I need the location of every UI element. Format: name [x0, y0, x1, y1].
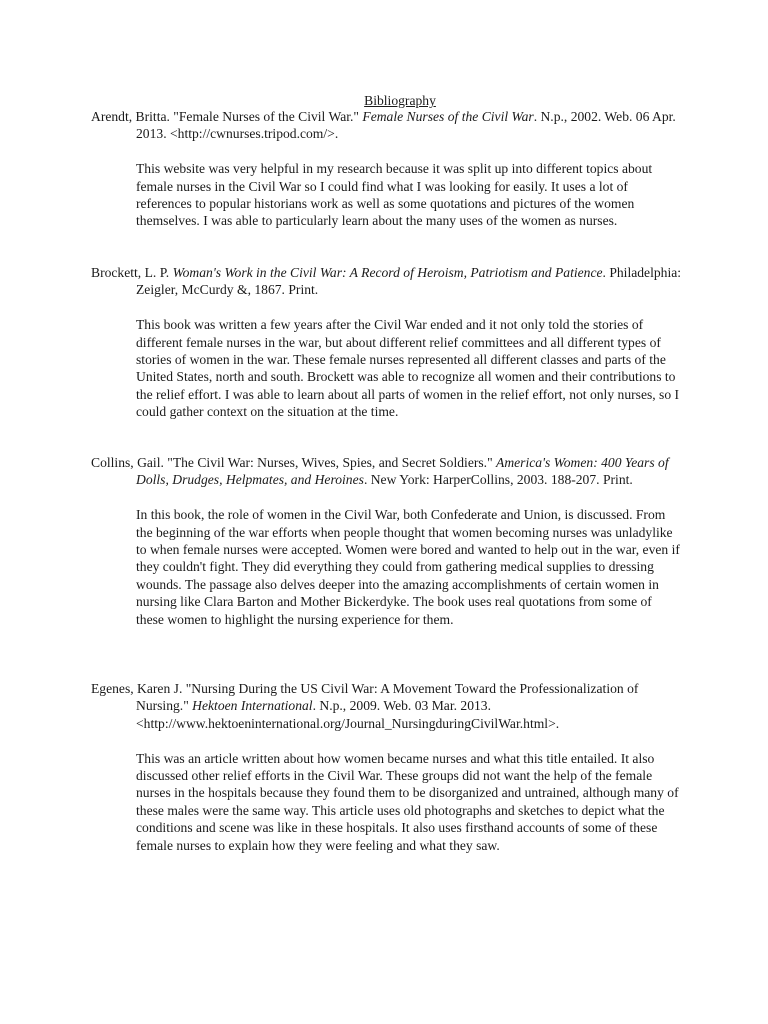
annotation-text: This was an article written about how women became nurses and what this title entailed. It also discussed other relief efforts in the Civil War. These groups did not want the help of the female nurses in the hospitals because they found them to be disorganized and untrained, although many of these males were the same way. This article uses old photographs and sketches to depict what the conditions and scene was like in these hospitals. It also uses firsthand accounts of some of these female nurses to explain how they were feeling and what they saw.	[136, 750, 679, 853]
citation-author-title: Collins, Gail. "The Civil War: Nurses, Wives, Spies, and Secret Soldiers."	[91, 455, 497, 470]
citation-publication-info: . Philadelphia: Zeigler, McCurdy &, 1867. Print.	[136, 265, 682, 298]
citation-author-title: Arendt, Britta. "Female Nurses of the Civil War."	[91, 109, 363, 124]
citation-author-title: Egenes, Karen J. "Nursing During the US Civil War: A Movement Toward the Professionalization of Nursing."	[91, 681, 639, 714]
citation-publication-info: . N.p., 2002. Web. 06 Apr. 2013. <http://cwnurses.tripod.com/>.	[136, 109, 676, 142]
citation-author-title: Brockett, L. P.	[91, 265, 173, 280]
bibliography-entry	[91, 680, 691, 854]
bibliography-entry	[91, 264, 691, 421]
bibliography-entry	[91, 108, 691, 230]
citation-source-title: Female Nurses of the Civil War	[362, 109, 534, 124]
citation	[91, 454, 691, 489]
citation	[91, 264, 691, 299]
citation-source-title: America's Women: 400 Years of Dolls, Drudges, Helpmates, and Heroines	[136, 455, 669, 488]
citation	[91, 680, 691, 732]
page-title: Bibliography	[364, 93, 436, 108]
annotation-text: In this book, the role of women in the Civil War, both Confederate and Union, is discussed. From the beginning of the war efforts when people thought that women becoming nurses was unladylike to when female nurses were accepted. Women were bored and wanted to help out in the war, even if they couldn't fight. They did everything they could from gathering medical supplies to dressing wounds. The passage also delves deeper into the amazing accomplishments of certain women in nursing like Clara Barton and Mother Bickerdyke. The book uses real quotations from some of these women to highlight the nursing experience for them.	[136, 507, 680, 627]
citation-source-title: Woman's Work in the Civil War: A Record of Heroism, Patriotism and Patience	[172, 265, 603, 280]
annotation-text: This book was written a few years after the Civil War ended and it not only told the stories of different female nurses in the war, but about different relief committees and all different types of stories of women in the war. These female nurses represented all different classes and parts of the United States, north and south. Brockett was able to recognize all women and their contributions to the relief effort. I was able to learn about all parts of women in the relief effort, not only nurses, so I could gather context on the situation at the time.	[136, 317, 680, 420]
citation-publication-info: . New York: HarperCollins, 2003. 188-207. Print.	[363, 472, 633, 488]
annotation-text: This website was very helpful in my research because it was split up into different topics about female nurses in the Civil War so I could find what I was looking for easily. It uses a lot of references to popular historians work as well as some quotations and pictures of the women themselves. I was able to particularly learn about the many uses of the women as nurses.	[136, 161, 653, 229]
bibliography-entry	[91, 454, 691, 628]
citation	[91, 108, 691, 143]
citation-source-title: Hektoen International	[192, 698, 313, 714]
citation-publication-info: . N.p., 2009. Web. 03 Mar. 2013. <http://www.hektoeninternational.org/Journal_NursingduringCivilWar.html>.	[136, 698, 560, 731]
